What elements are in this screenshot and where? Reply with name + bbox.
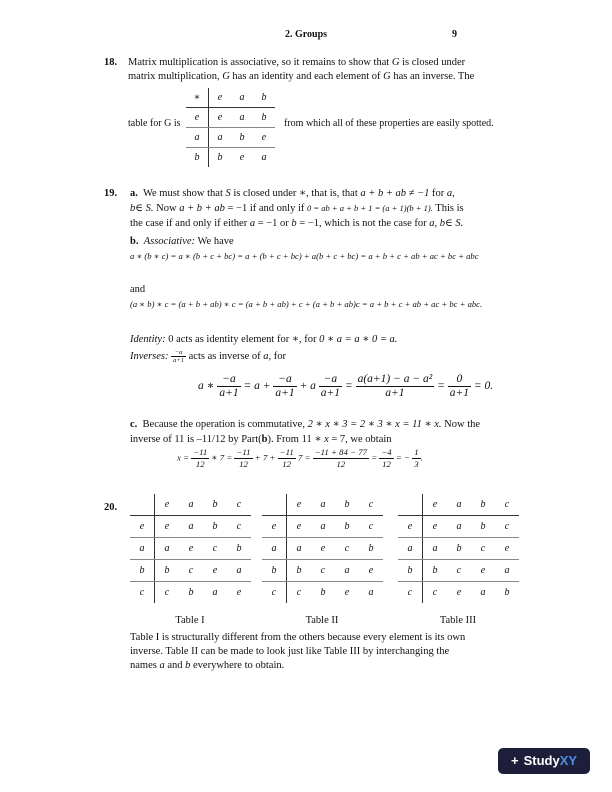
t20-2-cell: e bbox=[471, 560, 495, 582]
t20-0-cell: b bbox=[227, 538, 251, 560]
associativity-equation-2: (a ∗ b) ∗ c = (a + b + ab) ∗ c = (a + b + ab) + c + (a + b + ab)c = a + b + c + ab + ac + bc + abc. bbox=[130, 299, 483, 309]
t20-2-row bbox=[398, 560, 519, 582]
and-word: and bbox=[130, 284, 146, 295]
table-3-caption: Table III bbox=[439, 615, 477, 626]
t20-0-cell bbox=[130, 494, 155, 516]
t20-0-cell: e bbox=[236, 586, 242, 598]
t20-1-cell: b bbox=[287, 560, 312, 582]
t20-0-cell: b bbox=[130, 560, 155, 582]
t20-0-cell: a bbox=[155, 538, 180, 560]
t20-1-cell: c bbox=[335, 538, 359, 560]
t18-row bbox=[186, 108, 275, 128]
t18-cell: b bbox=[253, 108, 275, 128]
page-number: 9 bbox=[452, 29, 457, 40]
t20-2-cell: c bbox=[495, 516, 519, 538]
t20-2-cell: a bbox=[423, 538, 448, 560]
t20-1-cell: e bbox=[311, 538, 335, 560]
t20-0-cell: e bbox=[203, 560, 227, 582]
t20-0-row bbox=[130, 560, 251, 582]
t20-1-cell: b bbox=[335, 516, 359, 538]
t20-1-cell: c bbox=[359, 516, 383, 538]
t20-0-cell: c bbox=[203, 538, 227, 560]
table-3 bbox=[398, 494, 519, 603]
t20-2-cell: e bbox=[423, 494, 448, 516]
problem-19c-line1: c. Because the operation is commutative, 2 ∗ x ∗ 3 = 2 ∗ 3 ∗ x = 11 ∗ x. Now the bbox=[130, 419, 481, 430]
t20-0-row bbox=[130, 538, 251, 560]
t20-2-cell: b bbox=[504, 586, 510, 598]
t20-1-row bbox=[262, 582, 383, 604]
t20-1-cell: b bbox=[320, 586, 326, 598]
problem-19c-line2: inverse of 11 is –11/12 by Part(b). From 11 ∗ x = 7, we obtain bbox=[130, 434, 392, 445]
t20-1-cell: b bbox=[359, 538, 383, 560]
problem-19a-line3: the case if and only if either a = −1 or b = −1, which is not the case for a, b∈ S. bbox=[130, 218, 464, 229]
t20-2-cell: e bbox=[456, 586, 462, 598]
t20-1-cell bbox=[262, 494, 287, 516]
t20-0-cell: e bbox=[155, 516, 180, 538]
t20-2-cell: b bbox=[471, 494, 495, 516]
t20-1-cell: b bbox=[262, 560, 287, 582]
t18-row bbox=[186, 128, 275, 148]
t20-0-cell: b bbox=[188, 586, 194, 598]
t18-cell: e bbox=[239, 151, 245, 163]
t20-0-cell: c bbox=[130, 582, 155, 604]
t20-2-cell: a bbox=[398, 538, 423, 560]
t20-1-cell: a bbox=[262, 538, 287, 560]
t20-0-cell: c bbox=[164, 586, 170, 598]
t18-cell: a bbox=[261, 151, 267, 163]
identity-line: Identity: 0 acts as identity element for ∗, for 0 ∗ a = a ∗ 0 = a. bbox=[130, 334, 398, 345]
problem-18-line1: Matrix multiplication is associative, so it remains to show that G is closed under bbox=[128, 57, 466, 68]
t20-1-cell: a bbox=[368, 586, 374, 598]
t20-2-cell: a bbox=[480, 586, 486, 598]
t18-cell: b bbox=[231, 128, 253, 148]
t20-1-cell: a bbox=[335, 560, 359, 582]
t20-0-cell: a bbox=[130, 538, 155, 560]
t20-0-cell: c bbox=[227, 494, 251, 516]
inverse-fraction: $\frac{-a}{a+1}$ bbox=[173, 349, 184, 365]
t20-0-cell: c bbox=[179, 560, 203, 582]
t20-2-row bbox=[398, 582, 519, 604]
t18-cell: e bbox=[209, 88, 232, 108]
t20-1-cell: a bbox=[311, 516, 335, 538]
problem-18-cayley-table bbox=[186, 88, 275, 167]
problem-20-paragraph: Table I is structurally different from the others because every element is its own inverse. Table II can be made to look just like Table III by interchanging the names a and b everywhere to obtain. bbox=[130, 632, 466, 672]
table-1 bbox=[130, 494, 251, 603]
t18-row bbox=[186, 88, 275, 108]
t20-1-cell: c bbox=[296, 586, 302, 598]
table-2 bbox=[262, 494, 383, 603]
problem-18-table-post: from which all of these properties are easily spotted. bbox=[284, 118, 494, 129]
t20-1-cell: e bbox=[287, 494, 312, 516]
plus-icon: + bbox=[510, 753, 519, 769]
t18-cell: a bbox=[186, 128, 209, 148]
t20-2-cell: c bbox=[398, 582, 423, 604]
t18-cell: e bbox=[253, 128, 275, 148]
t20-2-cell: b bbox=[471, 516, 495, 538]
t20-1-cell: e bbox=[262, 516, 287, 538]
t20-1-row bbox=[262, 494, 383, 516]
t20-0-cell: a bbox=[212, 586, 218, 598]
t20-0-cell: a bbox=[227, 560, 251, 582]
t18-cell: b bbox=[217, 151, 223, 163]
t20-1-cell: a bbox=[311, 494, 335, 516]
solve-x-equation: x = $\frac{-11}{12}$ ∗ 7 = $\frac{-11}{12}$ + 7 + $\frac{-11}{12}$ 7 = $\frac{-11 + 84 - 77}{12}$ = $\frac{-4}{12}$ = − $\frac{1}{3}$ . bbox=[177, 447, 423, 469]
t18-cell: b bbox=[186, 148, 209, 168]
t20-0-row bbox=[130, 582, 251, 604]
t18-row bbox=[186, 148, 275, 168]
t20-2-cell: c bbox=[495, 494, 519, 516]
problem-18-number: 18. bbox=[104, 57, 118, 68]
problem-19a-line1: a. We must show that S is closed under ∗, that is, that a + b + ab ≠ −1 for a, bbox=[130, 188, 455, 199]
t20-0-cell: a bbox=[179, 494, 203, 516]
problem-18-line2: matrix multiplication, G has an identity and each element of G has an inverse. The bbox=[128, 71, 475, 82]
problem-19-number: 19. bbox=[104, 188, 118, 199]
t20-1-cell: c bbox=[262, 582, 287, 604]
t20-0-cell: b bbox=[203, 516, 227, 538]
t20-1-cell: e bbox=[344, 586, 350, 598]
problem-18-table-pre: table for G is bbox=[128, 118, 181, 129]
t20-1-cell: b bbox=[335, 494, 359, 516]
problem-19a-line2: b∈ S. Now a + b + ab = −1 if and only if 0 = ab + a + b + 1 = (a + 1)(b + 1). This is bbox=[130, 203, 464, 214]
t20-0-cell: b bbox=[155, 560, 180, 582]
t20-2-cell: e bbox=[495, 538, 519, 560]
problem-19b-heading: b. Associative: We have bbox=[130, 236, 234, 247]
t20-0-cell: e bbox=[130, 516, 155, 538]
t20-2-cell: c bbox=[447, 560, 471, 582]
t18-cell: e bbox=[186, 108, 209, 128]
t20-1-cell: c bbox=[359, 494, 383, 516]
t18-cell: a bbox=[209, 128, 232, 148]
t18-cell: e bbox=[209, 108, 232, 128]
problem-20-number: 20. bbox=[104, 502, 118, 513]
t20-1-row bbox=[262, 538, 383, 560]
t20-2-cell: e bbox=[398, 516, 423, 538]
table-1-caption: Table I bbox=[175, 615, 205, 626]
t20-2-cell: a bbox=[495, 560, 519, 582]
t20-1-cell: c bbox=[311, 560, 335, 582]
t20-2-cell bbox=[398, 494, 423, 516]
t20-2-cell: a bbox=[447, 494, 471, 516]
t20-1-cell: a bbox=[287, 538, 312, 560]
t20-0-cell: b bbox=[203, 494, 227, 516]
t18-cell: a bbox=[231, 88, 253, 108]
t20-0-cell: e bbox=[155, 494, 180, 516]
t20-2-cell: b bbox=[447, 538, 471, 560]
associativity-equation-1: a ∗ (b ∗ c) = a ∗ (b + c + bc) = a + (b + c + bc) + a(b + c + bc) = a + b + c + ab + ac + bc + abc bbox=[130, 251, 479, 261]
t20-1-cell: e bbox=[359, 560, 383, 582]
t20-0-row bbox=[130, 516, 251, 538]
running-header: 2. Groups bbox=[284, 29, 328, 40]
t20-1-row bbox=[262, 560, 383, 582]
logo-text: StudyXY bbox=[523, 753, 578, 769]
t20-2-cell: c bbox=[432, 586, 438, 598]
t20-2-cell: c bbox=[471, 538, 495, 560]
t20-2-row bbox=[398, 516, 519, 538]
t20-2-cell: b bbox=[398, 560, 423, 582]
t18-cell: a bbox=[231, 108, 253, 128]
t20-1-row bbox=[262, 516, 383, 538]
t18-cell: b bbox=[253, 88, 275, 108]
inverses-line: Inverses: $\frac{-a}{a+1}$ acts as inverse of a, for bbox=[130, 349, 287, 365]
t20-2-row bbox=[398, 538, 519, 560]
t20-1-cell: e bbox=[287, 516, 312, 538]
inverse-equation: a ∗ $\frac{-a}{a+1}$ = a + $\frac{-a}{a+1}$ + a $\frac{-a}{a+1}$ = $\frac{\text{a(a+1) − a − a²}}{a+1}$ = $\frac{0}{a+1}$ = 0. bbox=[198, 373, 494, 399]
studyx-logo bbox=[498, 748, 590, 774]
t20-0-row bbox=[130, 494, 251, 516]
t20-0-cell: e bbox=[179, 538, 203, 560]
t20-2-cell: e bbox=[423, 516, 448, 538]
t20-2-row bbox=[398, 494, 519, 516]
t20-2-cell: a bbox=[447, 516, 471, 538]
t20-0-cell: a bbox=[179, 516, 203, 538]
table-2-caption: Table II bbox=[305, 615, 339, 626]
t20-2-cell: b bbox=[423, 560, 448, 582]
t18-cell: ∗ bbox=[186, 88, 209, 108]
t20-0-cell: c bbox=[227, 516, 251, 538]
